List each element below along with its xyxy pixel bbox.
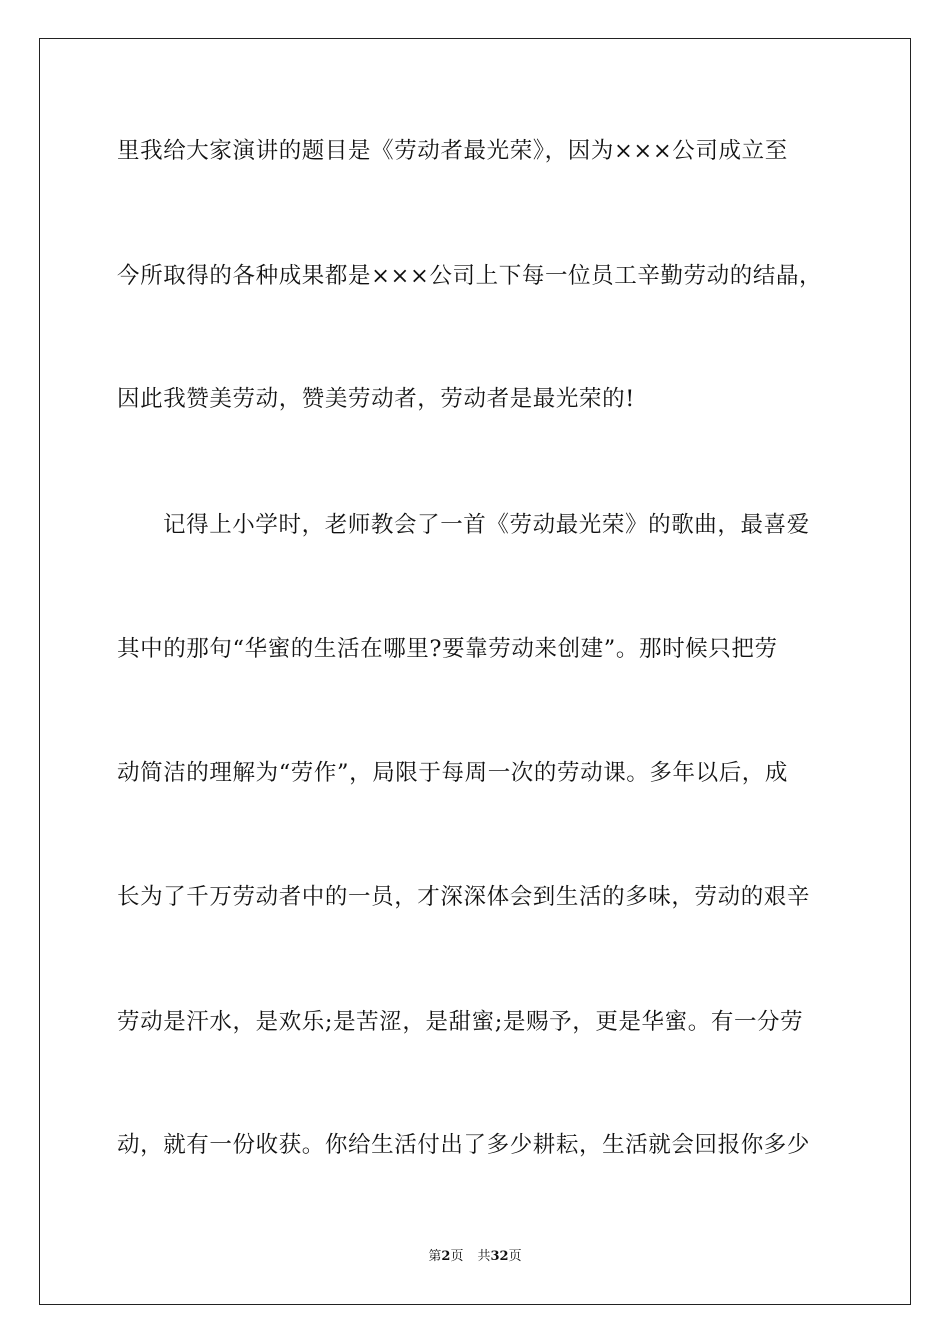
text-line-5: 其中的那句“华蜜的生活在哪里?要靠劳动来创建”。那时候只把劳 — [117, 636, 778, 662]
page-prefix: 第 — [428, 1249, 442, 1264]
text-line-2: 今所取得的各种成果都是×××公司上下每一位员工辛勤劳动的结晶， — [117, 263, 823, 289]
text-line-1: 里我给大家演讲的题目是《劳动者最光荣》，因为×××公司成立至 — [117, 138, 788, 164]
page-border — [39, 38, 911, 1305]
text-line-9: 动，就有一份收获。你给生活付出了多少耕耘，生活就会回报你多少 — [117, 1132, 811, 1158]
total-suffix: 页 — [508, 1249, 522, 1264]
page-footer — [0, 1249, 950, 1265]
text-line-4: 记得上小学时，老师教会了一首《劳动最光荣》的歌曲，最喜爱 — [163, 512, 810, 538]
total-prefix: 共 — [477, 1249, 491, 1264]
page-number: 2 — [441, 1249, 451, 1264]
page-suffix: 页 — [450, 1249, 464, 1264]
text-line-8: 劳动是汗水，是欢乐;是苦涩，是甜蜜;是赐予，更是华蜜。有一分劳 — [117, 1009, 804, 1035]
text-line-6: 动简洁的理解为“劳作”，局限于每周一次的劳动课。多年以后，成 — [117, 760, 789, 786]
text-line-7: 长为了千万劳动者中的一员，才深深体会到生活的多味，劳动的艰辛 — [117, 884, 811, 910]
text-line-3: 因此我赞美劳动，赞美劳动者，劳动者是最光荣的! — [117, 386, 635, 412]
total-pages: 32 — [490, 1249, 509, 1264]
